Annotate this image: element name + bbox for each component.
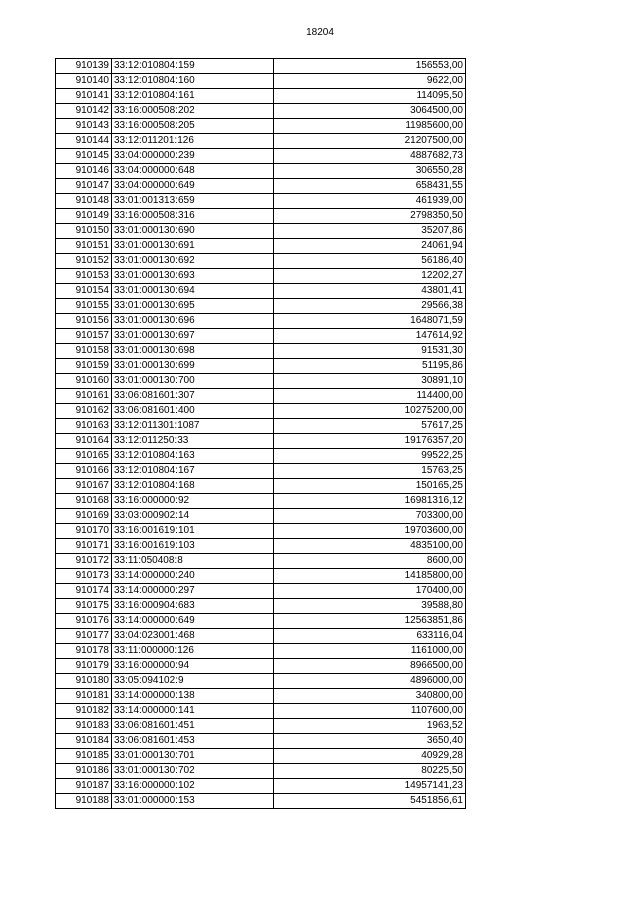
value-cell: 147614,92 [274,329,466,344]
cadastral-number-cell: 33:01:001313:659 [112,194,274,209]
value-cell: 40929,28 [274,749,466,764]
cadastral-number-cell: 33:12:010804:168 [112,479,274,494]
value-cell: 16981316,12 [274,494,466,509]
value-cell: 3650,40 [274,734,466,749]
value-cell: 57617,25 [274,419,466,434]
row-number-cell: 910159 [56,359,112,374]
cadastral-number-cell: 33:12:011250:33 [112,434,274,449]
value-cell: 99522,25 [274,449,466,464]
row-number-cell: 910154 [56,284,112,299]
table-row [56,209,466,224]
table-row [56,119,466,134]
cadastral-number-cell: 33:01:000000:153 [112,794,274,809]
table-row [56,134,466,149]
cadastral-number-cell: 33:16:000508:205 [112,119,274,134]
row-number-cell: 910188 [56,794,112,809]
table-row [56,164,466,179]
row-number-cell: 910167 [56,479,112,494]
value-cell: 35207,86 [274,224,466,239]
cadastral-number-cell: 33:16:000904:683 [112,599,274,614]
row-number-cell: 910184 [56,734,112,749]
table-row [56,449,466,464]
value-cell: 8600,00 [274,554,466,569]
table-row [56,359,466,374]
row-number-cell: 910182 [56,704,112,719]
cadastral-number-cell: 33:04:023001:468 [112,629,274,644]
row-number-cell: 910145 [56,149,112,164]
cadastral-number-cell: 33:12:010804:163 [112,449,274,464]
cadastral-number-cell: 33:14:000000:138 [112,689,274,704]
value-cell: 306550,28 [274,164,466,179]
row-number-cell: 910168 [56,494,112,509]
table-row [56,614,466,629]
cadastral-number-cell: 33:16:000000:102 [112,779,274,794]
table-row [56,704,466,719]
value-cell: 5451856,61 [274,794,466,809]
value-cell: 21207500,00 [274,134,466,149]
row-number-cell: 910139 [56,59,112,74]
row-number-cell: 910185 [56,749,112,764]
table-row [56,464,466,479]
cadastral-number-cell: 33:01:000130:698 [112,344,274,359]
table-row [56,674,466,689]
cadastral-number-cell: 33:16:000508:202 [112,104,274,119]
table-row [56,599,466,614]
value-cell: 703300,00 [274,509,466,524]
table-row [56,749,466,764]
cadastral-number-cell: 33:01:000130:702 [112,764,274,779]
row-number-cell: 910148 [56,194,112,209]
table-row [56,434,466,449]
row-number-cell: 910172 [56,554,112,569]
row-number-cell: 910146 [56,164,112,179]
table-row [56,254,466,269]
row-number-cell: 910143 [56,119,112,134]
row-number-cell: 910180 [56,674,112,689]
table-row [56,329,466,344]
value-cell: 170400,00 [274,584,466,599]
value-cell: 56186,40 [274,254,466,269]
cadastral-number-cell: 33:06:081601:307 [112,389,274,404]
value-cell: 2798350,50 [274,209,466,224]
cadastral-number-cell: 33:11:050408:8 [112,554,274,569]
table-row [56,389,466,404]
cadastral-number-cell: 33:12:010804:159 [112,59,274,74]
table-row [56,299,466,314]
row-number-cell: 910177 [56,629,112,644]
cadastral-number-cell: 33:01:000130:699 [112,359,274,374]
value-cell: 150165,25 [274,479,466,494]
row-number-cell: 910155 [56,299,112,314]
cadastral-number-cell: 33:12:011201:126 [112,134,274,149]
cadastral-number-cell: 33:14:000000:649 [112,614,274,629]
table-row [56,494,466,509]
table-row [56,344,466,359]
value-cell: 12563851,86 [274,614,466,629]
value-cell: 51195,86 [274,359,466,374]
table-row [56,239,466,254]
row-number-cell: 910165 [56,449,112,464]
value-cell: 19703600,00 [274,524,466,539]
table-row [56,629,466,644]
value-cell: 156553,00 [274,59,466,74]
cadastral-number-cell: 33:12:011301:1087 [112,419,274,434]
value-cell: 11985600,00 [274,119,466,134]
row-number-cell: 910181 [56,689,112,704]
cadastral-number-cell: 33:16:001619:103 [112,539,274,554]
row-number-cell: 910173 [56,569,112,584]
cadastral-number-cell: 33:01:000130:690 [112,224,274,239]
value-cell: 4887682,73 [274,149,466,164]
table-row [56,269,466,284]
value-cell: 8966500,00 [274,659,466,674]
value-cell: 1107600,00 [274,704,466,719]
cadastral-number-cell: 33:16:000000:94 [112,659,274,674]
cadastral-number-cell: 33:14:000000:297 [112,584,274,599]
table-row [56,689,466,704]
value-cell: 80225,50 [274,764,466,779]
cadastral-number-cell: 33:04:000000:649 [112,179,274,194]
value-cell: 10275200,00 [274,404,466,419]
row-number-cell: 910164 [56,434,112,449]
cadastral-number-cell: 33:14:000000:240 [112,569,274,584]
row-number-cell: 910140 [56,74,112,89]
row-number-cell: 910149 [56,209,112,224]
row-number-cell: 910141 [56,89,112,104]
cadastral-number-cell: 33:01:000130:696 [112,314,274,329]
cadastral-number-cell: 33:04:000000:239 [112,149,274,164]
row-number-cell: 910175 [56,599,112,614]
cadastral-number-cell: 33:06:081601:400 [112,404,274,419]
row-number-cell: 910147 [56,179,112,194]
value-cell: 633116,04 [274,629,466,644]
table-row [56,404,466,419]
table-row [56,194,466,209]
table-row [56,719,466,734]
table-row [56,419,466,434]
value-cell: 4896000,00 [274,674,466,689]
cadastral-number-cell: 33:01:000130:694 [112,284,274,299]
row-number-cell: 910157 [56,329,112,344]
value-cell: 114095,50 [274,89,466,104]
cadastral-number-cell: 33:01:000130:697 [112,329,274,344]
row-number-cell: 910161 [56,389,112,404]
table-row [56,794,466,809]
row-number-cell: 910178 [56,644,112,659]
table-row [56,479,466,494]
value-cell: 12202,27 [274,269,466,284]
row-number-cell: 910142 [56,104,112,119]
row-number-cell: 910166 [56,464,112,479]
row-number-cell: 910186 [56,764,112,779]
row-number-cell: 910151 [56,239,112,254]
table-row [56,179,466,194]
value-cell: 658431,55 [274,179,466,194]
cadastral-number-cell: 33:01:000130:693 [112,269,274,284]
row-number-cell: 910171 [56,539,112,554]
table-row [56,659,466,674]
row-number-cell: 910169 [56,509,112,524]
table-row [56,74,466,89]
cadastral-number-cell: 33:05:094102:9 [112,674,274,689]
cadastral-number-cell: 33:14:000000:141 [112,704,274,719]
cadastral-number-cell: 33:16:001619:101 [112,524,274,539]
page-number: 18204 [306,27,334,38]
value-cell: 340800,00 [274,689,466,704]
row-number-cell: 910162 [56,404,112,419]
row-number-cell: 910179 [56,659,112,674]
value-cell: 39588,80 [274,599,466,614]
value-cell: 3064500,00 [274,104,466,119]
cadastral-number-cell: 33:01:000130:700 [112,374,274,389]
registry-table-body [56,59,466,809]
table-row [56,59,466,74]
table-row [56,644,466,659]
value-cell: 461939,00 [274,194,466,209]
row-number-cell: 910176 [56,614,112,629]
value-cell: 9622,00 [274,74,466,89]
row-number-cell: 910158 [56,344,112,359]
registry-table [55,58,466,809]
cadastral-number-cell: 33:16:000000:92 [112,494,274,509]
row-number-cell: 910156 [56,314,112,329]
table-row [56,89,466,104]
cadastral-number-cell: 33:01:000130:701 [112,749,274,764]
cadastral-number-cell: 33:16:000508:316 [112,209,274,224]
row-number-cell: 910163 [56,419,112,434]
table-row [56,149,466,164]
value-cell: 30891,10 [274,374,466,389]
table-row [56,524,466,539]
row-number-cell: 910160 [56,374,112,389]
value-cell: 1648071,59 [274,314,466,329]
row-number-cell: 910144 [56,134,112,149]
row-number-cell: 910150 [56,224,112,239]
cadastral-number-cell: 33:11:000000:126 [112,644,274,659]
row-number-cell: 910152 [56,254,112,269]
table-row [56,374,466,389]
value-cell: 29566,38 [274,299,466,314]
cadastral-number-cell: 33:06:081601:451 [112,719,274,734]
table-row [56,539,466,554]
table-row [56,104,466,119]
row-number-cell: 910183 [56,719,112,734]
cadastral-number-cell: 33:04:000000:648 [112,164,274,179]
table-row [56,734,466,749]
value-cell: 1161000,00 [274,644,466,659]
table-row [56,569,466,584]
table-row [56,284,466,299]
cadastral-number-cell: 33:01:000130:692 [112,254,274,269]
table-row [56,509,466,524]
value-cell: 19176357,20 [274,434,466,449]
value-cell: 4835100,00 [274,539,466,554]
value-cell: 91531,30 [274,344,466,359]
value-cell: 15763,25 [274,464,466,479]
value-cell: 1963,52 [274,719,466,734]
table-row [56,779,466,794]
cadastral-number-cell: 33:01:000130:695 [112,299,274,314]
row-number-cell: 910170 [56,524,112,539]
row-number-cell: 910174 [56,584,112,599]
table-row [56,314,466,329]
value-cell: 14957141,23 [274,779,466,794]
value-cell: 43801,41 [274,284,466,299]
cadastral-number-cell: 33:01:000130:691 [112,239,274,254]
table-row [56,584,466,599]
table-row [56,554,466,569]
value-cell: 114400,00 [274,389,466,404]
cadastral-number-cell: 33:12:010804:167 [112,464,274,479]
table-row [56,764,466,779]
table-row [56,224,466,239]
cadastral-number-cell: 33:12:010804:161 [112,89,274,104]
value-cell: 24061,94 [274,239,466,254]
cadastral-number-cell: 33:12:010804:160 [112,74,274,89]
row-number-cell: 910153 [56,269,112,284]
cadastral-number-cell: 33:06:081601:453 [112,734,274,749]
value-cell: 14185800,00 [274,569,466,584]
row-number-cell: 910187 [56,779,112,794]
cadastral-number-cell: 33:03:000902:14 [112,509,274,524]
